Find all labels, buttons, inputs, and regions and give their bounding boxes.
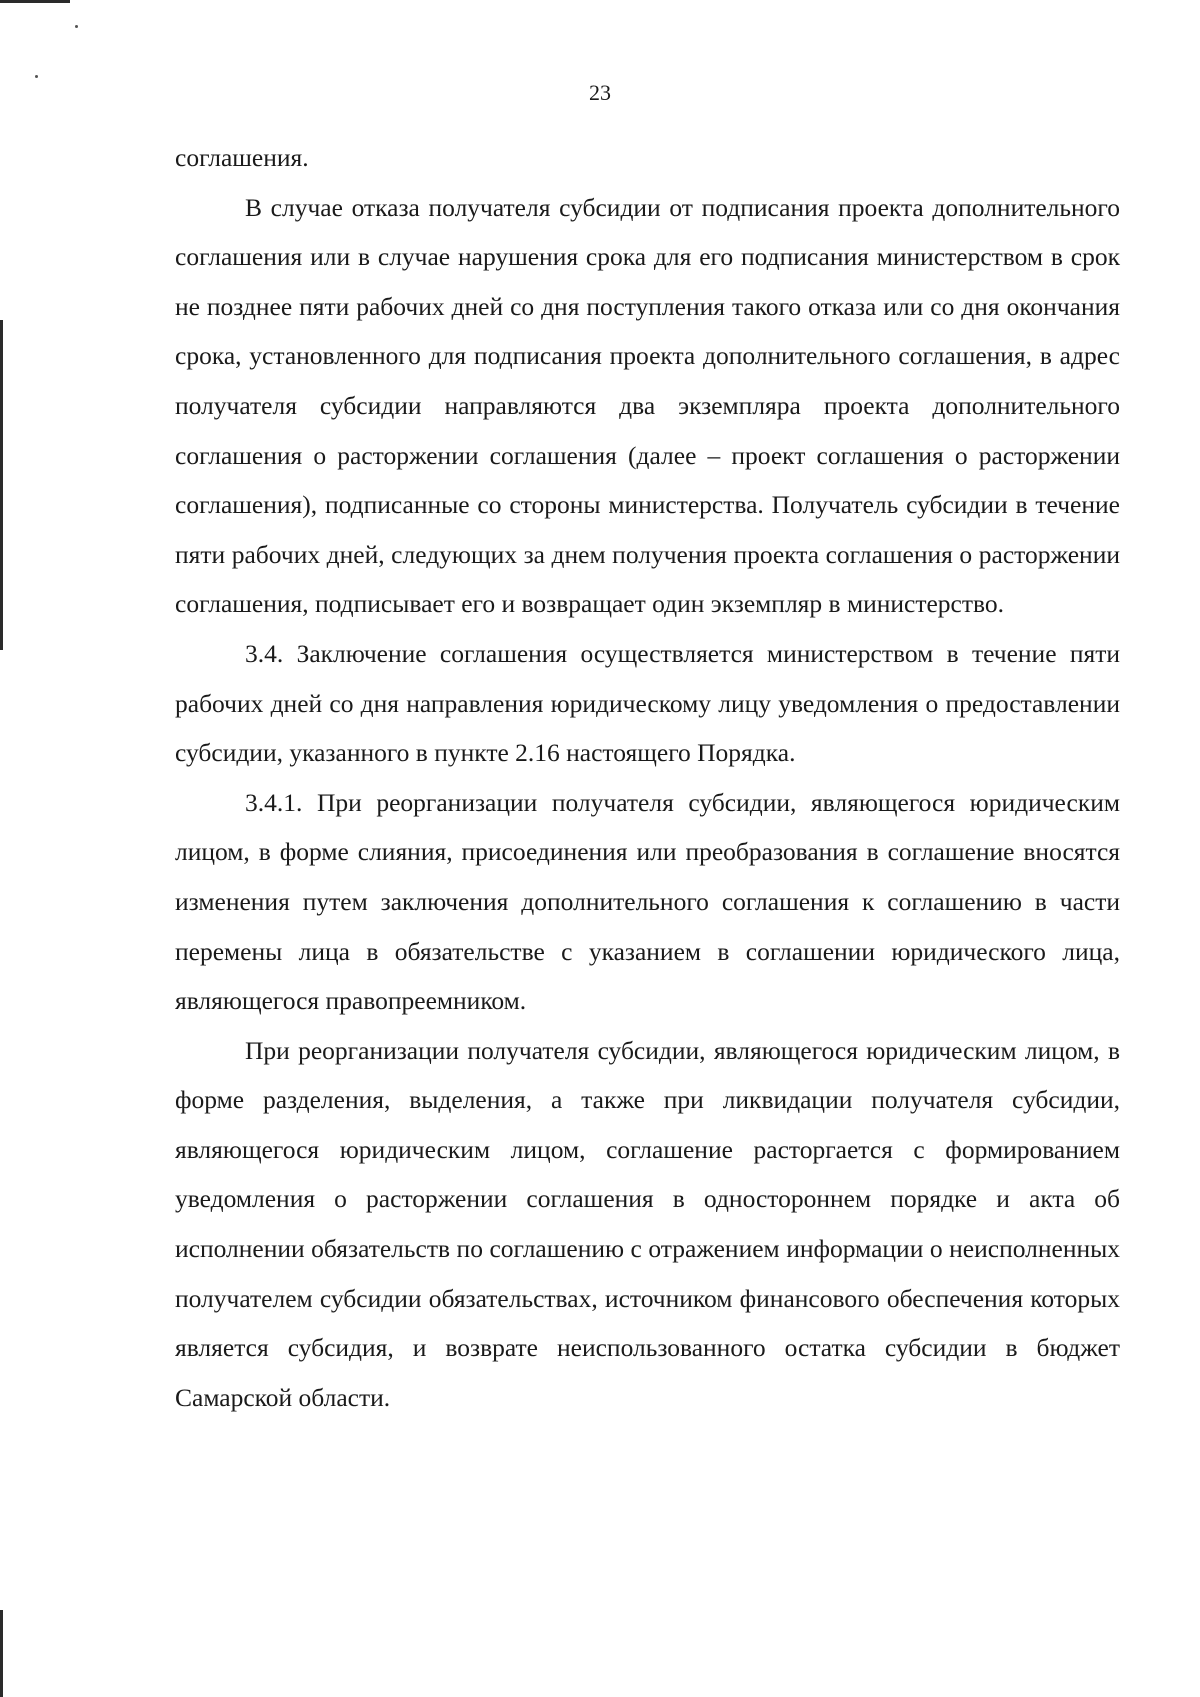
paragraph: В случае отказа получателя субсидии от подписания проекта дополнительного соглашения или в случае нарушения срока для его подписания министерством в срок не позднее пяти рабочих дней со дня поступления такого отказа или со дня окончания срока, установленного для подписания проекта дополнительного соглашения, в адрес получателя субсидии направляются два экземпляра проекта дополнительного соглашения о расторжении соглашения (далее – проект соглашения о расторжении соглашения), подписанные со стороны министерства. Получатель субсидии в течение пяти рабочих дней, следующих за днем получения проекта соглашения о расторжении соглашения, подписывает его и возвращает один экземпляр в министерство. <box>175 192 1120 619</box>
scan-artifact-left-edge <box>0 320 3 650</box>
page-number: 23 <box>589 80 611 105</box>
paragraph: 3.4.1. При реорганизации получателя субсидии, являющегося юридическим лицом, в форме слияния, присоединения или преобразования в соглашение вносятся изменения путем заключения дополнительного соглашения к соглашению в части перемены лица в обязательстве с указанием в соглашении юридического лица, являющегося правопреемником. <box>175 787 1120 1016</box>
paragraph: При реорганизации получателя субсидии, являющегося юридическим лицом, в форме разделения, выделения, а также при ликвидации получателя субсидии, являющегося юридическим лицом, соглашение расторгается с формированием уведомления о расторжении соглашения в одностороннем порядке и акта об исполнении обязательств по соглашению с отражением информации о неисполненных получателем субсидии обязательствах, источником финансового обеспечения которых является субсидия, и возврате неиспользованного остатка субсидии в бюджет Самарской области. <box>175 1035 1120 1412</box>
scan-artifact-left-edge-bottom <box>0 1610 3 1697</box>
scan-speck <box>75 25 78 28</box>
scan-artifact-top <box>0 0 70 3</box>
scan-speck <box>35 75 38 78</box>
paragraph: 3.4. Заключение соглашения осуществляется министерством в течение пяти рабочих дней со дня направления юридическому лицу уведомления о предоставлении субсидии, указанного в пункте 2.16 настоящего Порядка. <box>175 638 1120 768</box>
paragraph: соглашения. <box>175 143 309 172</box>
document-body <box>175 133 1120 1422</box>
